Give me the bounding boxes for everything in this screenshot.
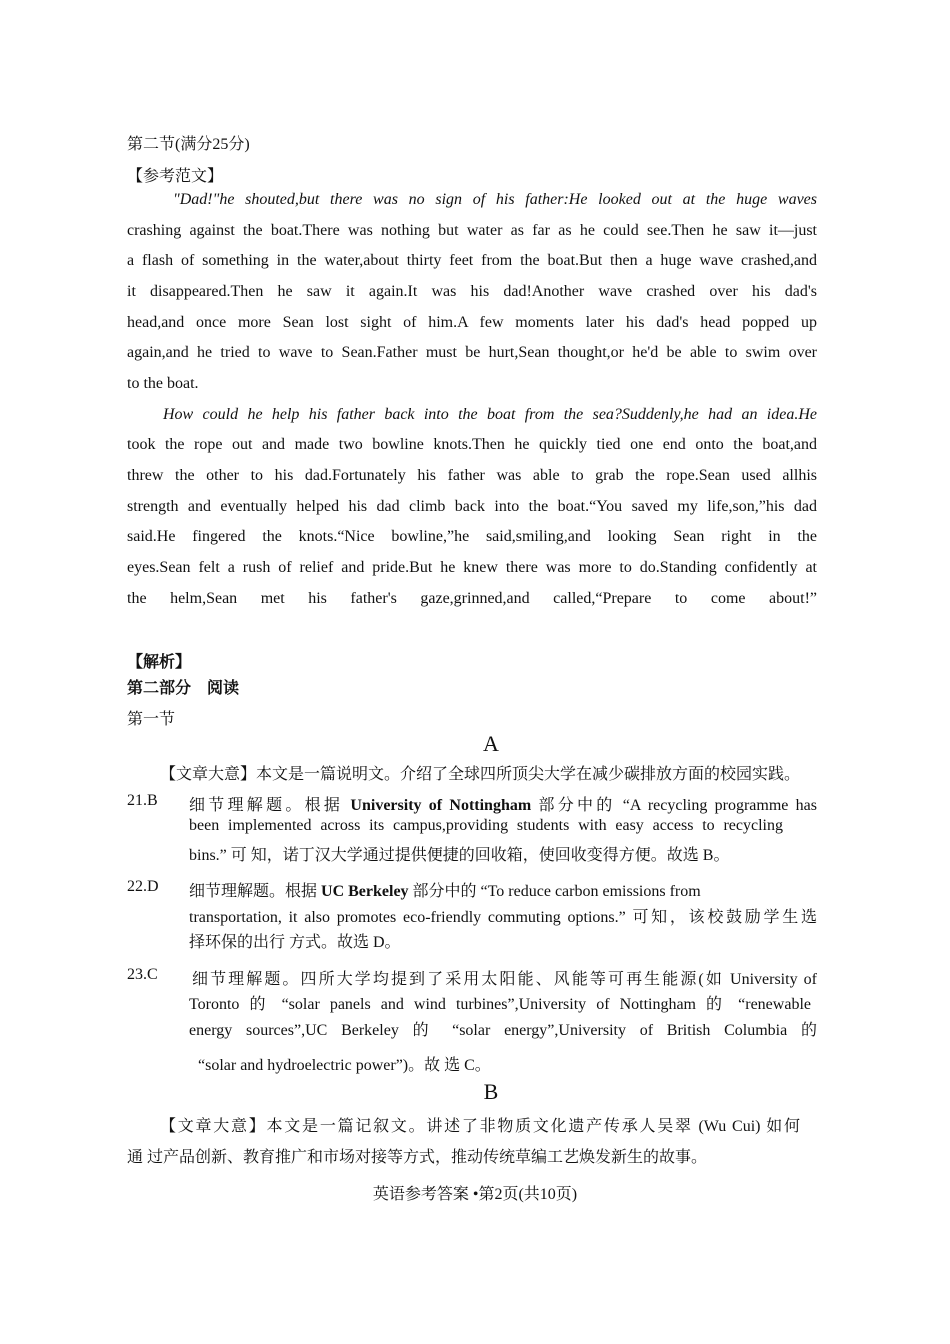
essay-line: to the boat. (127, 375, 199, 392)
passage-a-letter: A (483, 731, 499, 756)
answer-keyword: UC Berkeley (321, 883, 409, 900)
answer-line: transportation, it also promotes eco-friendly commuting options.” 可知，该校鼓励学生选 (189, 909, 817, 926)
essay-line: "Dad!"he shouted,but there was no sign of his father:He looked out at the huge waves (173, 191, 817, 208)
essay-line: it disappeared.Then he saw it again.It was his dad!Another wave crashed over his dad's (127, 283, 817, 300)
answer-line: 细节理解题。四所大学均提到了采用太阳能、风能等可再生能源(如 University of (192, 971, 817, 988)
passage-b-summary: 【文章大意】本文是一篇记叙文。讲述了非物质文化遗产传承人吴翠 (Wu Cui) 如何 (160, 1118, 800, 1135)
answer-line: been implemented across its campus,providing students with easy access to recycling (189, 817, 783, 834)
essay-line: a flash of something in the water,about thirty feet from the boat.But then a huge wave crashed,and (127, 252, 817, 269)
essay-line: the helm,Sean met his father's gaze,grinned,and called,“Prepare to come about!” (127, 590, 817, 607)
essay-line: eyes.Sean felt a rush of relief and pride.But he knew there was more to do.Standing confidently at (127, 559, 817, 576)
essay-line: said.He fingered the knots.“Nice bowline,”he said,smiling,and looking Sean right in the (127, 528, 817, 545)
passage-b-summary: 通 过产品创新、教育推广和市场对接等方式，推动传统草编工艺焕发新生的故事。 (127, 1149, 708, 1166)
passage-b-letter: B (483, 1079, 499, 1104)
answer-line: Toronto 的 “solar panels and wind turbines”,University of Nottingham 的 “renewable (189, 996, 811, 1013)
answer-keyword: University of Nottingham (350, 797, 532, 814)
answer-text: 部分中的 “A recycling programme has (531, 797, 817, 814)
question-number: 22.D (127, 878, 159, 895)
essay-line: took the rope out and made two bowline knots.Then he quickly tied one end onto the boat,and (127, 436, 817, 453)
question-number: 21.B (127, 792, 158, 809)
essay-line: head,and once more Sean lost sight of him.A few moments later his dad's head popped up (127, 314, 817, 331)
part-title: 第二部分 阅读 (127, 680, 240, 697)
section-header: 第二节(满分25分) (127, 136, 250, 153)
answer-text: 细节理解题。根据 (189, 797, 351, 814)
essay-line: again,and he tried to wave to Sean.Father must be hurt,Sean thought,or he'd be able to swim over (127, 344, 817, 361)
essay-line: strength and eventually helped his dad climb back into the boat.“You saved my life,son,”his dad (127, 498, 817, 515)
reference-essay-label: 【参考范文】 (127, 168, 224, 185)
answer-line (189, 878, 817, 901)
answer-text: 细节理解题。根据 (189, 883, 322, 900)
answer-line (189, 792, 817, 815)
answer-line: “solar and hydroelectric power”)。故 选 C。 (198, 1057, 491, 1074)
answer-text: 部分中的 “To reduce carbon emissions from (408, 883, 701, 900)
passage-a-summary: 【文章大意】本文是一篇说明文。介绍了全球四所顶尖大学在减少碳排放方面的校园实践。 (160, 766, 801, 783)
analysis-label: 【解析】 (127, 654, 192, 671)
essay-line: How could he help his father back into the boat from the sea?Suddenly,he had an idea.He (163, 406, 817, 423)
question-number: 23.C (127, 966, 158, 983)
answer-line: 择环保的出行 方式。故选 D。 (189, 934, 401, 951)
answer-line: bins.” 可 知，诺丁汉大学通过提供便捷的回收箱，使回收变得方便。故选 B。 (189, 847, 730, 864)
subsection-title: 第一节 (127, 711, 176, 728)
page-footer: 英语参考答案 •第2页(共10页) (372, 1186, 578, 1203)
answer-line: energy sources”,UC Berkeley 的 “solar energy”,University of British Columbia 的 (189, 1022, 817, 1039)
essay-line: crashing against the boat.There was nothing but water as far as he could see.Then he saw it—just (127, 222, 817, 239)
essay-line: threw the other to his dad.Fortunately his father was able to grab the rope.Sean used allhis (127, 467, 817, 484)
